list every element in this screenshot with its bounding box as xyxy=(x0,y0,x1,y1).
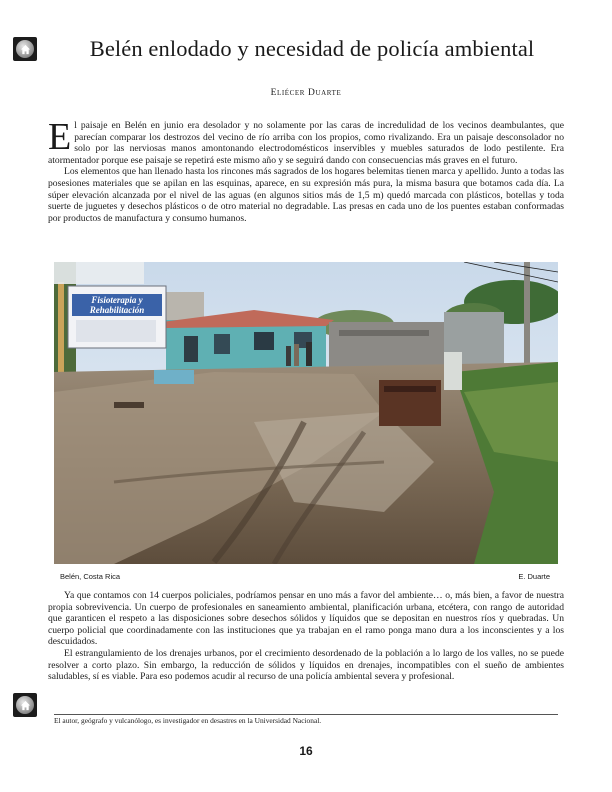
paragraph-4: El estrangulamiento de los drenajes urbanos, por el crecimiento desordenado de la población a lo largo de los valles, no se puede resolver a corto plazo. Sin embargo, la reducción de sólidos y líquidos en drenajes, incompatibles con el sueño de ambientes saludables, sí es viable. Para eso podemos acudir al recurso de una policía ambiental severa y profesional. xyxy=(48,647,564,683)
footnote: El autor, geógrafo y vulcanólogo, es investigador en desastres en la Universidad Nacional. xyxy=(54,716,322,725)
home-button-bottom[interactable] xyxy=(13,693,37,717)
drop-cap: E xyxy=(48,116,72,158)
home-icon xyxy=(16,696,34,714)
paragraph-1: El paisaje en Belén en junio era desolador y no solamente por las caras de incredulidad de los vecinos deambulantes, que parecían comparar los destrozos del vecino de río arriba con los propios, como rivalizando. Era un paisaje desconsolador no solo por las nerviosas manos amontonando electrodomésticos inservibles y muebles saturados de lodo pestilente. Era atormentador porque ese paisaje se repetirá este mismo año y se seguirá dando con consecuencias más graves en el futuro. xyxy=(48,116,564,166)
sign-text-line1: Fisioterapia y xyxy=(91,295,143,305)
home-icon xyxy=(16,40,34,58)
photo-caption-location: Belén, Costa Rica xyxy=(60,572,121,581)
article-body-bottom xyxy=(48,590,564,683)
home-button-top[interactable] xyxy=(13,37,37,61)
page-number: 16 xyxy=(299,744,313,758)
sign-text-line2: Rehabilitación xyxy=(89,305,145,315)
article-body-top xyxy=(48,116,564,224)
paragraph-2: Los elementos que han llenado hasta los rincones más sagrados de los hogares belemitas tienen marca y apellido. Junto a todas las posesiones materiales que se apilan en las esquinas, aparece, en su expresión más pura, la misma basura que botamos cada día. La súper elevación alcanzada por el nivel de las aguas (en algunos sitios más de 1,5 m) quedó marcada con plásticos, botellas y toda suerte de juguetes y desechos plásticos o de otro material no degradable. Las presas en cada uno de los puentes estaban conformadas por productos de manufactura y consumo humanos. xyxy=(48,166,564,224)
footnote-divider xyxy=(54,714,558,715)
author-byline: Eliécer Duarte xyxy=(270,88,342,98)
article-title: Belén enlodado y necesidad de policía ambiental xyxy=(89,36,535,61)
photo-caption-credit: E. Duarte xyxy=(518,572,550,581)
flood-photo xyxy=(54,262,558,564)
paragraph-3: Ya que contamos con 14 cuerpos policiales, podríamos pensar en uno más a favor del ambiente… o, más bien, a favor de nuestra propia sobrevivencia. Un cuerpo de profesionales en saneamiento ambiental, planificación urbana, etcétera, con rango de autoridad que garanticen el respeto a las disposiciones sobre desechos sólidos y líquidos que se depositan en nuestros ríos y quebradas. Un cuerpo policial que coordinadamente con las instituciones que ya trabajan en el ramo ponga mano dura a los inconscientes y a los descuidados. xyxy=(48,590,564,648)
